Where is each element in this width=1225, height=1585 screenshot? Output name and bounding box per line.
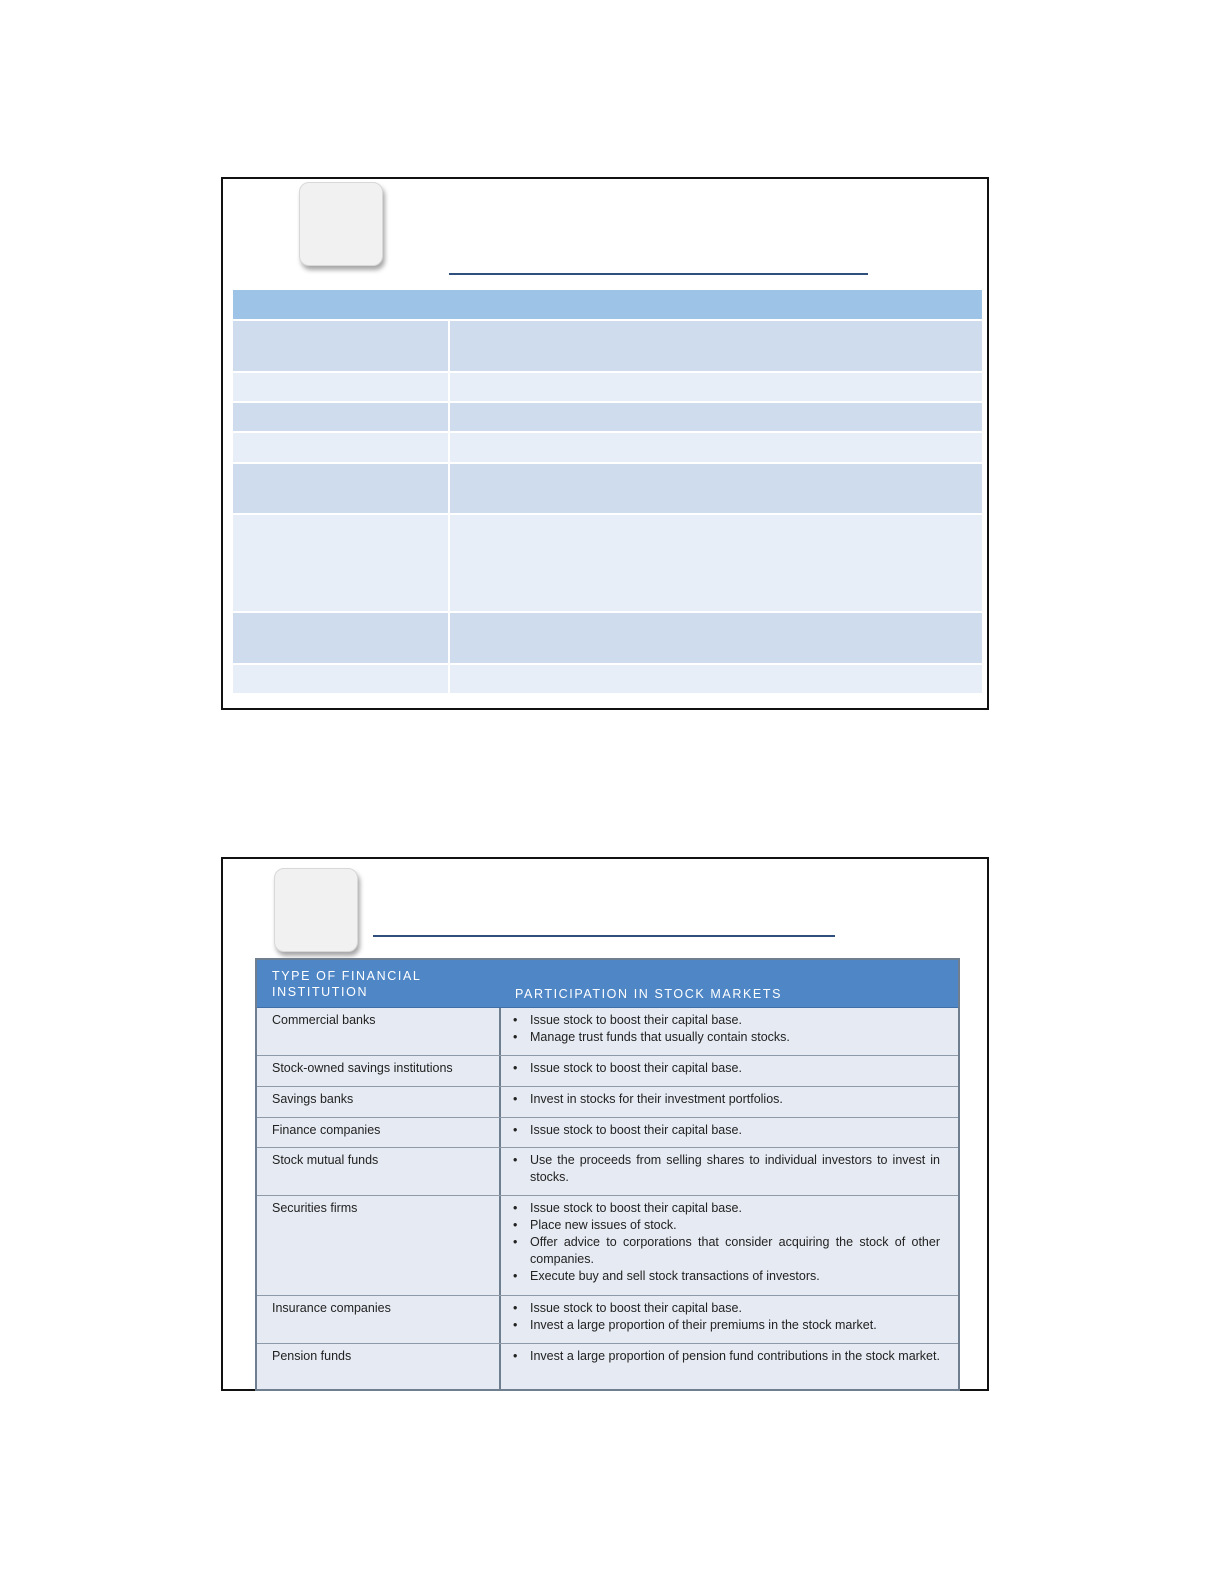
empty-table-header: [233, 290, 982, 319]
institutions-table: [255, 958, 960, 1391]
slide-number-badge: [274, 868, 358, 952]
institution-cell: Pension funds: [257, 1344, 501, 1389]
empty-table-row: [233, 611, 982, 663]
institution-cell: Insurance companies: [257, 1296, 501, 1343]
empty-table: [233, 290, 982, 693]
table-row: [257, 1117, 958, 1147]
empty-table-row: [233, 371, 982, 401]
participation-item: • Execute buy and sell stock transactions of investors.: [513, 1268, 940, 1285]
header-participation: PARTICIPATION IN STOCK MARKETS: [515, 987, 783, 1001]
participation-cell: [501, 1296, 958, 1343]
empty-table-row: [233, 462, 982, 513]
table-row: [257, 1295, 958, 1343]
participation-cell: [501, 1008, 958, 1055]
table-row: [257, 1008, 958, 1055]
table-row: [257, 1055, 958, 1086]
participation-item: • Invest a large proportion of their premiums in the stock market.: [513, 1317, 940, 1334]
participation-item: • Issue stock to boost their capital base.: [513, 1122, 940, 1139]
participation-cell: [501, 1344, 958, 1389]
empty-table-row: [233, 663, 982, 693]
title-underline: [449, 273, 868, 275]
participation-item: • Issue stock to boost their capital base.: [513, 1012, 940, 1029]
empty-table-row: [233, 401, 982, 431]
institution-cell: Savings banks: [257, 1087, 501, 1117]
participation-cell: [501, 1118, 958, 1147]
table-body: [257, 1008, 958, 1389]
participation-list: [513, 1122, 940, 1139]
participation-list: [513, 1200, 940, 1285]
participation-item: • Issue stock to boost their capital base.: [513, 1300, 940, 1317]
table-row: [257, 1195, 958, 1295]
participation-list: [513, 1152, 940, 1186]
title-underline: [373, 935, 835, 937]
participation-cell: [501, 1196, 958, 1295]
participation-list: [513, 1060, 940, 1077]
participation-item: • Manage trust funds that usually contain stocks.: [513, 1029, 940, 1046]
participation-item: • Place new issues of stock.: [513, 1217, 940, 1234]
participation-cell: [501, 1087, 958, 1117]
institution-cell: Stock-owned savings institutions: [257, 1056, 501, 1086]
slide-2: [221, 857, 989, 1391]
table-row: [257, 1086, 958, 1117]
participation-list: [513, 1091, 940, 1108]
participation-item: • Issue stock to boost their capital base.: [513, 1060, 940, 1077]
table-row: [257, 1147, 958, 1195]
institution-cell: Finance companies: [257, 1118, 501, 1147]
header-institution: TYPE OF FINANCIAL INSTITUTION: [272, 969, 422, 999]
institution-cell: Securities firms: [257, 1196, 501, 1295]
institution-cell: Stock mutual funds: [257, 1148, 501, 1195]
participation-item: • Invest a large proportion of pension fund contributions in the stock market.: [513, 1348, 940, 1365]
empty-table-row: [233, 513, 982, 611]
participation-item: • Invest in stocks for their investment portfolios.: [513, 1091, 940, 1108]
participation-item: • Use the proceeds from selling shares to individual investors to invest in stocks.: [513, 1152, 940, 1186]
institution-cell: Commercial banks: [257, 1008, 501, 1055]
empty-table-row: [233, 431, 982, 462]
participation-cell: [501, 1056, 958, 1086]
participation-item: • Offer advice to corporations that consider acquiring the stock of other companies.: [513, 1234, 940, 1268]
participation-list: [513, 1300, 940, 1334]
participation-list: [513, 1012, 940, 1046]
table-header: [257, 960, 958, 1008]
participation-cell: [501, 1148, 958, 1195]
empty-table-row: [233, 319, 982, 371]
table-row: [257, 1343, 958, 1389]
slide-number-badge: [299, 182, 383, 266]
participation-item: • Issue stock to boost their capital base.: [513, 1200, 940, 1217]
participation-list: [513, 1348, 940, 1365]
slide-1: [221, 177, 989, 710]
